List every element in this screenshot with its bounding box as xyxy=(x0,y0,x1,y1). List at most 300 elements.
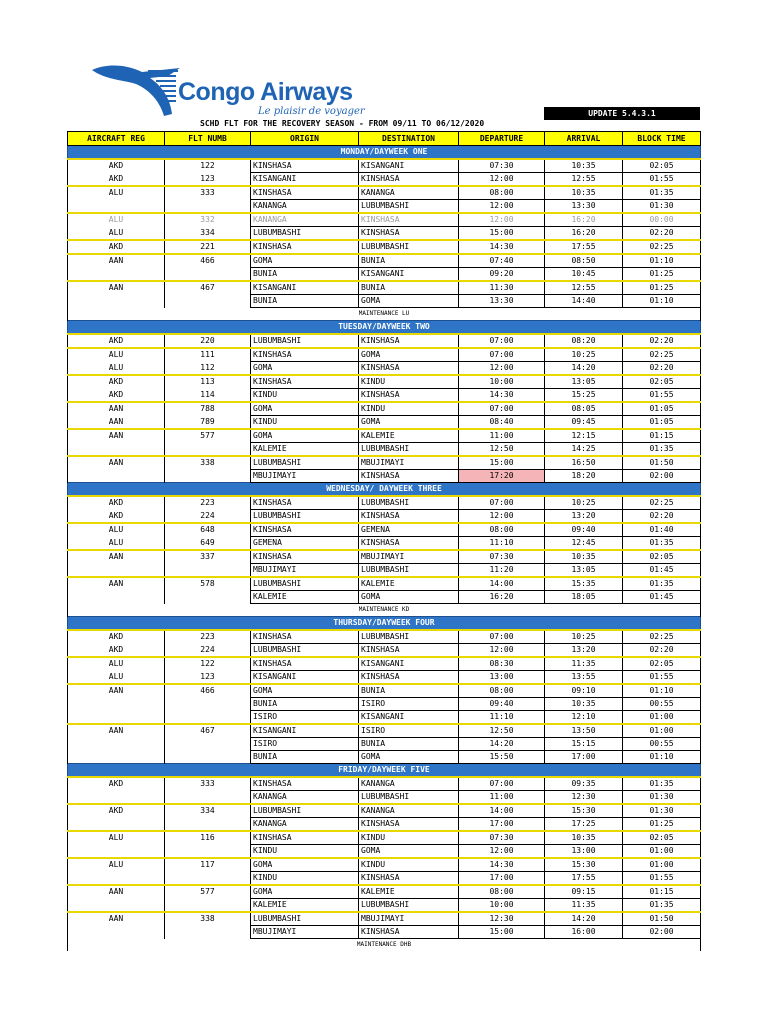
departure-cell: 14:00 xyxy=(459,577,545,591)
block-time-cell: 01:40 xyxy=(623,523,701,537)
flight-schedule-table xyxy=(67,131,701,951)
block-time-cell: 01:05 xyxy=(623,416,701,430)
departure-cell: 07:40 xyxy=(459,254,545,268)
departure-cell: 15:50 xyxy=(459,751,545,764)
flight-number-cell: 116 xyxy=(165,831,251,845)
day-header-row xyxy=(68,146,701,160)
aircraft-reg-cell xyxy=(68,738,165,751)
departure-cell: 07:30 xyxy=(459,159,545,173)
block-time-cell: 02:00 xyxy=(623,470,701,483)
aircraft-reg-cell: AAN xyxy=(68,402,165,416)
origin-cell: KINSHASA xyxy=(251,831,359,845)
departure-cell: 11:20 xyxy=(459,564,545,578)
flight-number-cell xyxy=(165,738,251,751)
destination-cell: ISIRO xyxy=(359,724,459,738)
arrival-cell: 14:40 xyxy=(545,295,623,308)
block-time-cell: 01:00 xyxy=(623,724,701,738)
destination-cell: KISANGANI xyxy=(359,159,459,173)
maintenance-note: MAINTENANCE LU xyxy=(68,308,701,321)
aircraft-reg-cell: ALU xyxy=(68,523,165,537)
flight-number-cell: 332 xyxy=(165,213,251,227)
table-row xyxy=(68,227,701,241)
destination-cell: KINSHASA xyxy=(359,334,459,348)
flight-number-cell: 334 xyxy=(165,227,251,241)
origin-cell: GOMA xyxy=(251,362,359,376)
arrival-cell: 09:35 xyxy=(545,777,623,791)
origin-cell: KINSHASA xyxy=(251,657,359,671)
block-time-cell: 02:20 xyxy=(623,362,701,376)
aircraft-reg-cell xyxy=(68,818,165,832)
arrival-cell: 12:55 xyxy=(545,173,623,187)
arrival-cell: 12:55 xyxy=(545,281,623,295)
flight-number-cell: 122 xyxy=(165,159,251,173)
origin-cell: LUBUMBASHI xyxy=(251,912,359,926)
arrival-cell: 14:25 xyxy=(545,443,623,457)
origin-cell: KINSHASA xyxy=(251,186,359,200)
maintenance-row xyxy=(68,939,701,952)
block-time-cell: 01:25 xyxy=(623,281,701,295)
origin-cell: KISANGANI xyxy=(251,281,359,295)
aircraft-reg-cell: AKD xyxy=(68,777,165,791)
origin-cell: LUBUMBASHI xyxy=(251,456,359,470)
block-time-cell: 01:25 xyxy=(623,818,701,832)
origin-cell: KINDU xyxy=(251,416,359,430)
aircraft-reg-cell: AAN xyxy=(68,254,165,268)
table-row xyxy=(68,564,701,578)
table-row xyxy=(68,429,701,443)
flight-number-cell: 122 xyxy=(165,657,251,671)
aircraft-reg-cell xyxy=(68,872,165,886)
table-row xyxy=(68,348,701,362)
arrival-cell: 12:45 xyxy=(545,537,623,551)
table-row xyxy=(68,777,701,791)
destination-cell: KALEMIE xyxy=(359,885,459,899)
destination-cell: LUBUMBASHI xyxy=(359,791,459,805)
arrival-cell: 15:15 xyxy=(545,738,623,751)
origin-cell: BUNIA xyxy=(251,751,359,764)
flight-number-cell: 220 xyxy=(165,334,251,348)
departure-cell: 08:00 xyxy=(459,684,545,698)
block-time-cell: 01:00 xyxy=(623,711,701,725)
origin-cell: KISANGANI xyxy=(251,724,359,738)
destination-cell: BUNIA xyxy=(359,254,459,268)
origin-cell: LUBUMBASHI xyxy=(251,577,359,591)
origin-cell: GOMA xyxy=(251,684,359,698)
arrival-cell: 17:25 xyxy=(545,818,623,832)
block-time-cell: 01:50 xyxy=(623,912,701,926)
day-header-row xyxy=(68,321,701,335)
table-row xyxy=(68,684,701,698)
origin-cell: KISANGANI xyxy=(251,671,359,685)
table-row xyxy=(68,657,701,671)
flight-number-cell xyxy=(165,791,251,805)
block-time-cell: 01:15 xyxy=(623,885,701,899)
origin-cell: KINSHASA xyxy=(251,523,359,537)
block-time-cell: 02:05 xyxy=(623,657,701,671)
aircraft-reg-cell: AAN xyxy=(68,912,165,926)
arrival-cell: 10:25 xyxy=(545,348,623,362)
destination-cell: MBUJIMAYI xyxy=(359,912,459,926)
flight-number-cell: 224 xyxy=(165,510,251,524)
col-block-time: BLOCK TIME xyxy=(623,132,701,146)
flight-number-cell: 111 xyxy=(165,348,251,362)
block-time-cell: 02:20 xyxy=(623,334,701,348)
block-time-cell: 02:05 xyxy=(623,159,701,173)
destination-cell: KINSHASA xyxy=(359,227,459,241)
departure-cell: 14:30 xyxy=(459,240,545,254)
table-row xyxy=(68,698,701,711)
arrival-cell: 16:50 xyxy=(545,456,623,470)
arrival-cell: 12:30 xyxy=(545,791,623,805)
departure-cell: 15:00 xyxy=(459,227,545,241)
aircraft-reg-cell: AAN xyxy=(68,429,165,443)
origin-cell: KINSHASA xyxy=(251,550,359,564)
block-time-cell: 02:25 xyxy=(623,496,701,510)
table-row xyxy=(68,804,701,818)
destination-cell: KISANGANI xyxy=(359,268,459,282)
arrival-cell: 10:45 xyxy=(545,268,623,282)
destination-cell: LUBUMBASHI xyxy=(359,200,459,214)
origin-cell: BUNIA xyxy=(251,698,359,711)
aircraft-reg-cell: ALU xyxy=(68,227,165,241)
table-row xyxy=(68,402,701,416)
block-time-cell: 02:25 xyxy=(623,348,701,362)
block-time-cell: 02:05 xyxy=(623,375,701,389)
departure-cell: 12:50 xyxy=(459,443,545,457)
destination-cell: GOMA xyxy=(359,591,459,604)
destination-cell: GOMA xyxy=(359,416,459,430)
destination-cell: GOMA xyxy=(359,751,459,764)
origin-cell: GOMA xyxy=(251,429,359,443)
destination-cell: LUBUMBASHI xyxy=(359,443,459,457)
departure-cell: 12:00 xyxy=(459,213,545,227)
departure-cell: 07:30 xyxy=(459,550,545,564)
arrival-cell: 10:35 xyxy=(545,550,623,564)
departure-cell: 12:00 xyxy=(459,200,545,214)
table-row xyxy=(68,375,701,389)
aircraft-reg-cell xyxy=(68,443,165,457)
destination-cell: KINSHASA xyxy=(359,537,459,551)
block-time-cell: 01:35 xyxy=(623,186,701,200)
arrival-cell: 18:20 xyxy=(545,470,623,483)
block-time-cell: 02:25 xyxy=(623,630,701,644)
table-row xyxy=(68,550,701,564)
arrival-cell: 09:10 xyxy=(545,684,623,698)
aircraft-reg-cell: AAN xyxy=(68,684,165,698)
arrival-cell: 09:40 xyxy=(545,523,623,537)
schedule-title: SCHD FLT FOR THE RECOVERY SEASON - FROM 09/11 TO 06/12/2020 xyxy=(200,119,485,128)
departure-cell: 07:30 xyxy=(459,831,545,845)
origin-cell: KINSHASA xyxy=(251,630,359,644)
origin-cell: KINSHASA xyxy=(251,159,359,173)
table-row xyxy=(68,443,701,457)
arrival-cell: 16:20 xyxy=(545,227,623,241)
departure-cell: 08:00 xyxy=(459,186,545,200)
origin-cell: GEMENA xyxy=(251,537,359,551)
arrival-cell: 13:55 xyxy=(545,671,623,685)
table-row xyxy=(68,200,701,214)
arrival-cell: 13:20 xyxy=(545,510,623,524)
origin-cell: KINDU xyxy=(251,872,359,886)
arrival-cell: 12:10 xyxy=(545,711,623,725)
departure-cell: 08:40 xyxy=(459,416,545,430)
block-time-cell: 01:35 xyxy=(623,899,701,913)
departure-cell: 11:00 xyxy=(459,429,545,443)
block-time-cell: 00:55 xyxy=(623,738,701,751)
departure-cell: 13:00 xyxy=(459,671,545,685)
table-row xyxy=(68,334,701,348)
block-time-cell: 01:10 xyxy=(623,751,701,764)
departure-cell: 17:00 xyxy=(459,818,545,832)
table-row xyxy=(68,159,701,173)
col-departure: DEPARTURE xyxy=(459,132,545,146)
maintenance-note: MAINTENANCE KD xyxy=(68,604,701,617)
aircraft-reg-cell xyxy=(68,711,165,725)
aircraft-reg-cell xyxy=(68,200,165,214)
aircraft-reg-cell xyxy=(68,470,165,483)
flight-number-cell: 648 xyxy=(165,523,251,537)
destination-cell: LUBUMBASHI xyxy=(359,899,459,913)
destination-cell: KINSHASA xyxy=(359,818,459,832)
table-row xyxy=(68,899,701,913)
aircraft-reg-cell xyxy=(68,591,165,604)
flight-number-cell: 112 xyxy=(165,362,251,376)
origin-cell: ISIRO xyxy=(251,711,359,725)
arrival-cell: 17:55 xyxy=(545,240,623,254)
destination-cell: KINSHASA xyxy=(359,362,459,376)
block-time-cell: 01:45 xyxy=(623,564,701,578)
origin-cell: KANANGA xyxy=(251,791,359,805)
destination-cell: LUBUMBASHI xyxy=(359,564,459,578)
table-row xyxy=(68,389,701,403)
departure-cell: 12:00 xyxy=(459,362,545,376)
origin-cell: GOMA xyxy=(251,254,359,268)
block-time-cell: 01:00 xyxy=(623,858,701,872)
block-time-cell: 01:25 xyxy=(623,268,701,282)
block-time-cell: 01:30 xyxy=(623,804,701,818)
aircraft-reg-cell xyxy=(68,845,165,859)
flight-number-cell: 338 xyxy=(165,912,251,926)
departure-cell: 07:00 xyxy=(459,630,545,644)
flight-number-cell: 649 xyxy=(165,537,251,551)
block-time-cell: 02:20 xyxy=(623,644,701,658)
origin-cell: KANANGA xyxy=(251,200,359,214)
flight-number-cell xyxy=(165,698,251,711)
block-time-cell: 01:55 xyxy=(623,671,701,685)
block-time-cell: 02:05 xyxy=(623,831,701,845)
flight-number-cell: 123 xyxy=(165,671,251,685)
flight-number-cell xyxy=(165,711,251,725)
arrival-cell: 13:00 xyxy=(545,845,623,859)
table-row xyxy=(68,523,701,537)
destination-cell: GEMENA xyxy=(359,523,459,537)
flight-number-cell xyxy=(165,443,251,457)
flight-number-cell xyxy=(165,470,251,483)
flight-number-cell: 789 xyxy=(165,416,251,430)
departure-cell: 08:00 xyxy=(459,885,545,899)
maintenance-row xyxy=(68,604,701,617)
flight-number-cell xyxy=(165,899,251,913)
destination-cell: LUBUMBASHI xyxy=(359,630,459,644)
maintenance-note: MAINTENANCE DHB xyxy=(68,939,701,952)
flight-number-cell xyxy=(165,926,251,939)
table-row xyxy=(68,281,701,295)
schedule-body xyxy=(68,146,701,952)
table-row xyxy=(68,577,701,591)
flight-number-cell: 337 xyxy=(165,550,251,564)
table-row xyxy=(68,591,701,604)
origin-cell: LUBUMBASHI xyxy=(251,510,359,524)
col-flt-numb: FLT NUMB xyxy=(165,132,251,146)
aircraft-reg-cell: ALU xyxy=(68,348,165,362)
departure-cell: 07:00 xyxy=(459,348,545,362)
header-row xyxy=(68,132,701,146)
origin-cell: KALEMIE xyxy=(251,443,359,457)
flight-number-cell: 333 xyxy=(165,777,251,791)
flight-number-cell: 224 xyxy=(165,644,251,658)
flight-number-cell: 788 xyxy=(165,402,251,416)
aircraft-reg-cell: ALU xyxy=(68,831,165,845)
arrival-cell: 13:20 xyxy=(545,644,623,658)
flight-number-cell: 338 xyxy=(165,456,251,470)
table-row xyxy=(68,173,701,187)
departure-cell: 07:00 xyxy=(459,334,545,348)
arrival-cell: 16:00 xyxy=(545,926,623,939)
day-header-row xyxy=(68,483,701,497)
departure-cell: 08:30 xyxy=(459,657,545,671)
flight-number-cell: 123 xyxy=(165,173,251,187)
arrival-cell: 10:35 xyxy=(545,186,623,200)
flight-number-cell: 113 xyxy=(165,375,251,389)
departure-cell: 11:30 xyxy=(459,281,545,295)
table-row xyxy=(68,791,701,805)
block-time-cell: 00:00 xyxy=(623,213,701,227)
aircraft-reg-cell: AKD xyxy=(68,510,165,524)
flight-number-cell: 221 xyxy=(165,240,251,254)
destination-cell: GOMA xyxy=(359,348,459,362)
destination-cell: BUNIA xyxy=(359,684,459,698)
aircraft-reg-cell: AKD xyxy=(68,334,165,348)
aircraft-reg-cell xyxy=(68,698,165,711)
table-row xyxy=(68,537,701,551)
table-row xyxy=(68,818,701,832)
arrival-cell: 15:30 xyxy=(545,858,623,872)
origin-cell: BUNIA xyxy=(251,295,359,308)
logo-wordmark: Congo Airways xyxy=(178,78,353,106)
block-time-cell: 02:00 xyxy=(623,926,701,939)
origin-cell: MBUJIMAYI xyxy=(251,926,359,939)
table-row xyxy=(68,630,701,644)
table-row xyxy=(68,470,701,483)
arrival-cell: 13:05 xyxy=(545,375,623,389)
block-time-cell: 01:45 xyxy=(623,591,701,604)
arrival-cell: 11:35 xyxy=(545,899,623,913)
block-time-cell: 01:00 xyxy=(623,845,701,859)
destination-cell: KANANGA xyxy=(359,777,459,791)
block-time-cell: 01:05 xyxy=(623,402,701,416)
aircraft-reg-cell: ALU xyxy=(68,213,165,227)
origin-cell: KINSHASA xyxy=(251,777,359,791)
table-row xyxy=(68,510,701,524)
flight-number-cell xyxy=(165,872,251,886)
origin-cell: KINSHASA xyxy=(251,496,359,510)
destination-cell: KINDU xyxy=(359,402,459,416)
arrival-cell: 15:35 xyxy=(545,577,623,591)
flight-number-cell xyxy=(165,295,251,308)
departure-cell: 11:10 xyxy=(459,537,545,551)
arrival-cell: 15:30 xyxy=(545,804,623,818)
flight-number-cell xyxy=(165,268,251,282)
origin-cell: KINDU xyxy=(251,845,359,859)
aircraft-reg-cell: AAN xyxy=(68,724,165,738)
table-row xyxy=(68,831,701,845)
origin-cell: KALEMIE xyxy=(251,591,359,604)
origin-cell: KANANGA xyxy=(251,818,359,832)
aircraft-reg-cell: AAN xyxy=(68,550,165,564)
arrival-cell: 13:30 xyxy=(545,200,623,214)
flight-number-cell: 466 xyxy=(165,684,251,698)
departure-cell: 07:00 xyxy=(459,777,545,791)
table-row xyxy=(68,671,701,685)
departure-cell: 10:00 xyxy=(459,899,545,913)
flight-number-cell xyxy=(165,564,251,578)
origin-cell: KISANGANI xyxy=(251,173,359,187)
destination-cell: KANANGA xyxy=(359,804,459,818)
aircraft-reg-cell xyxy=(68,791,165,805)
destination-cell: KINSHASA xyxy=(359,213,459,227)
table-row xyxy=(68,644,701,658)
departure-cell: 12:00 xyxy=(459,845,545,859)
flight-number-cell: 223 xyxy=(165,496,251,510)
destination-cell: KINDU xyxy=(359,831,459,845)
destination-cell: MBUJIMAYI xyxy=(359,456,459,470)
departure-cell: 12:00 xyxy=(459,173,545,187)
table-row xyxy=(68,885,701,899)
table-row xyxy=(68,738,701,751)
day-label: WEDNESDAY/ DAYWEEK THREE xyxy=(68,483,701,497)
destination-cell: KINSHASA xyxy=(359,671,459,685)
aircraft-reg-cell xyxy=(68,751,165,764)
block-time-cell: 02:20 xyxy=(623,510,701,524)
arrival-cell: 10:35 xyxy=(545,159,623,173)
destination-cell: KALEMIE xyxy=(359,577,459,591)
departure-cell: 17:00 xyxy=(459,872,545,886)
departure-cell: 11:10 xyxy=(459,711,545,725)
day-label: THURSDAY/DAYWEEK FOUR xyxy=(68,617,701,631)
arrival-cell: 14:20 xyxy=(545,362,623,376)
departure-cell: 14:00 xyxy=(459,804,545,818)
origin-cell: LUBUMBASHI xyxy=(251,644,359,658)
block-time-cell: 01:35 xyxy=(623,577,701,591)
destination-cell: KINSHASA xyxy=(359,644,459,658)
aircraft-reg-cell: AKD xyxy=(68,389,165,403)
departure-cell: 07:00 xyxy=(459,402,545,416)
day-label: MONDAY/DAYWEEK ONE xyxy=(68,146,701,160)
table-row xyxy=(68,496,701,510)
day-header-row xyxy=(68,764,701,778)
destination-cell: KINSHASA xyxy=(359,926,459,939)
col-destination: DESTINATION xyxy=(359,132,459,146)
aircraft-reg-cell: ALU xyxy=(68,657,165,671)
flight-number-cell xyxy=(165,818,251,832)
destination-cell: KINSHASA xyxy=(359,510,459,524)
arrival-cell: 10:25 xyxy=(545,496,623,510)
block-time-cell: 01:30 xyxy=(623,791,701,805)
origin-cell: ISIRO xyxy=(251,738,359,751)
destination-cell: MBUJIMAYI xyxy=(359,550,459,564)
block-time-cell: 01:10 xyxy=(623,684,701,698)
arrival-cell: 10:35 xyxy=(545,698,623,711)
